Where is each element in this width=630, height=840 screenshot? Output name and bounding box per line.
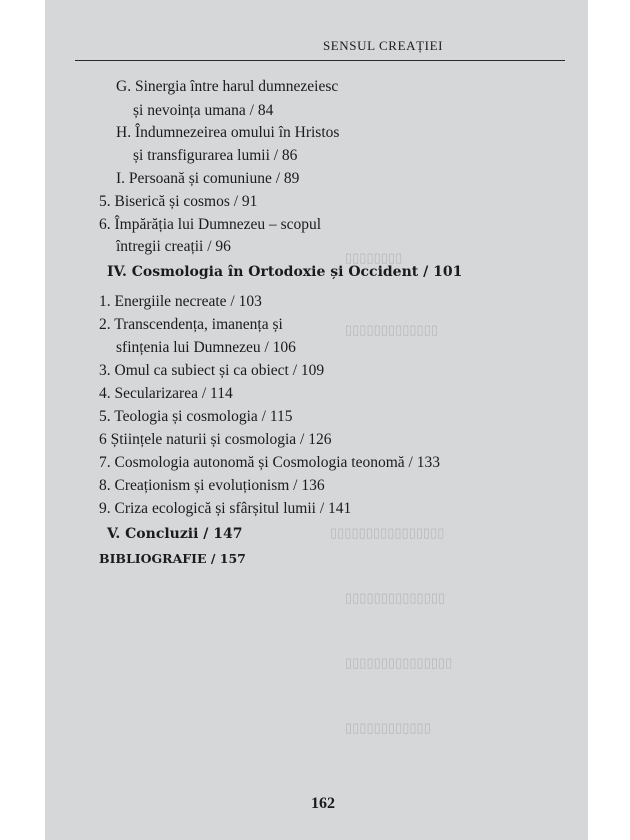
toc-entry: 5. Biserică și cosmos / 91 <box>99 193 258 210</box>
header-rule <box>75 60 565 61</box>
toc-entry: 2. Transcendența, imanența și <box>99 316 283 333</box>
bleed-through-text: ▯▯▯▯▯▯▯▯ <box>345 250 403 265</box>
toc-entry: 5. Teologia și cosmologia / 115 <box>99 408 293 425</box>
running-header: SENSUL CREAȚIEI <box>322 38 444 53</box>
toc-entry: sfințenia lui Dumnezeu / 106 <box>116 339 296 356</box>
bleed-through-text: ▯▯▯▯▯▯▯▯▯▯▯▯▯▯▯ <box>345 655 453 670</box>
book-page <box>45 0 588 840</box>
bleed-through-text: ▯▯▯▯▯▯▯▯▯▯▯▯ <box>345 720 431 735</box>
toc-entry: întregii creații / 96 <box>116 238 231 255</box>
bleed-through-text: ▯▯▯▯▯▯▯▯▯▯▯▯▯▯▯▯ <box>330 525 445 540</box>
toc-entry: I. Persoană și comuniune / 89 <box>116 170 300 187</box>
toc-bibliography: BIBLIOGRAFIE / 157 <box>99 551 246 566</box>
toc-entry: 7. Cosmologia autonomă și Cosmologia teonomă / 133 <box>99 454 440 471</box>
toc-entry: și nevoința umana / 84 <box>133 102 274 119</box>
toc-entry: 1. Energiile necreate / 103 <box>99 293 262 310</box>
toc-section-heading: IV. Cosmologia în Ortodoxie și Occident / 101 <box>107 264 463 280</box>
toc-entry: 9. Criza ecologică și sfârșitul lumii / 141 <box>99 500 352 517</box>
bleed-through-text: ▯▯▯▯▯▯▯▯▯▯▯▯▯ <box>345 322 438 337</box>
bleed-through-text: ▯▯▯▯▯▯▯▯▯▯▯▯▯▯ <box>345 590 446 605</box>
toc-entry: H. Îndumnezeirea omului în Hristos <box>116 124 340 141</box>
toc-section-heading: V. Concluzii / 147 <box>107 526 243 542</box>
toc-entry: 6 Științele naturii și cosmologia / 126 <box>99 431 332 448</box>
toc-entry: și transfigurarea lumii / 86 <box>133 147 298 164</box>
toc-entry: 4. Secularizarea / 114 <box>99 385 233 402</box>
toc-entry: 3. Omul ca subiect și ca obiect / 109 <box>99 362 325 379</box>
page-number: 162 <box>311 795 335 812</box>
toc-entry: G. Sinergia între harul dumnezeiesc <box>116 78 339 95</box>
toc-entry: 8. Creaționism și evoluționism / 136 <box>99 477 325 494</box>
toc-entry: 6. Împărăția lui Dumnezeu – scopul <box>99 216 322 233</box>
